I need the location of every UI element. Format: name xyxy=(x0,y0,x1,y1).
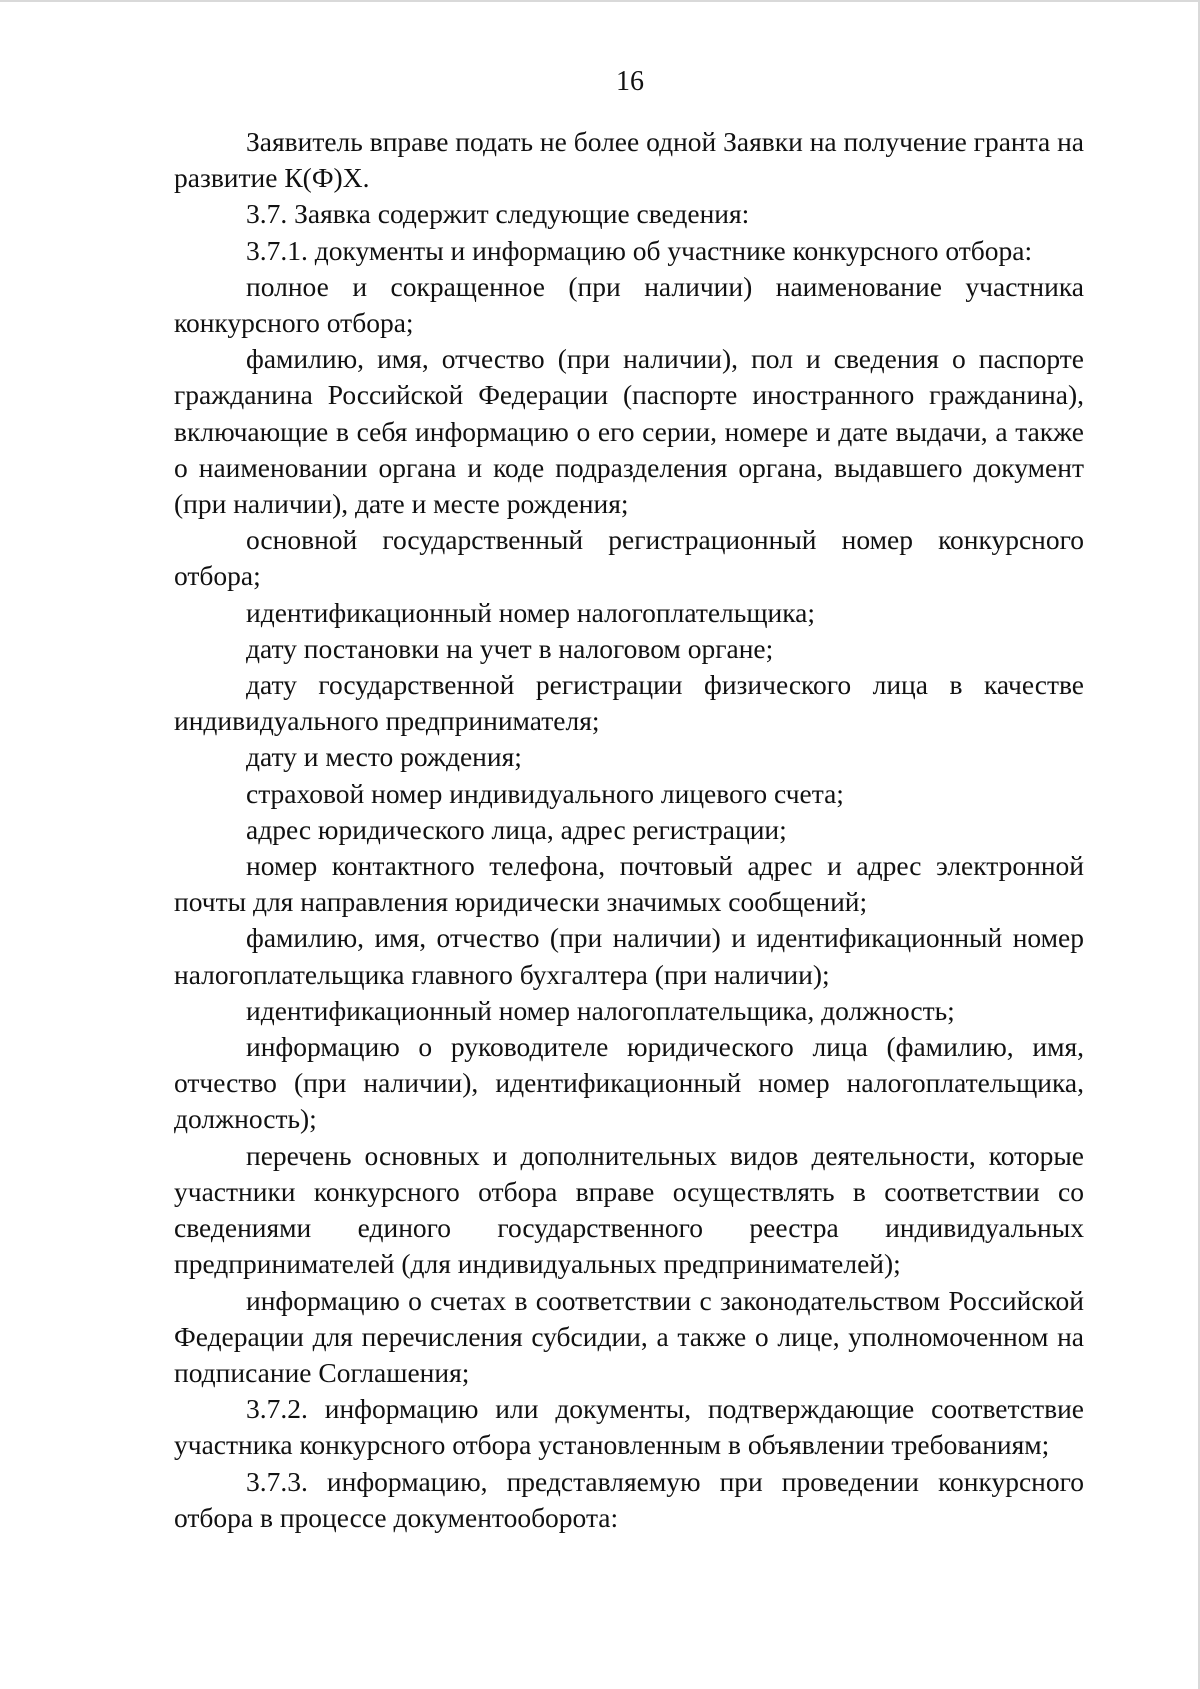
paragraph: 3.7.2. информацию или документы, подтверждающие соответствие участника конкурсного отбора установленным в объявлении требованиям; xyxy=(174,1393,1084,1461)
paragraph: страховой номер индивидуального лицевого счета; xyxy=(246,777,844,809)
page-number: 16 xyxy=(616,66,644,97)
paragraph: перечень основных и дополнительных видов деятельности, которые участники конкурсного отбора вправе осуществлять в соответствии со сведениями единого государственного реестра индивидуальных предпринимателей (для индивидуальных предпринимателей); xyxy=(174,1139,1084,1280)
paragraph: идентификационный номер налогоплательщика; xyxy=(246,596,816,628)
paragraph: Заявитель вправе подать не более одной Заявки на получение гранта на развитие К(Ф)Х. xyxy=(174,126,1084,194)
paragraph: 3.7. Заявка содержит следующие сведения: xyxy=(246,198,750,230)
paragraph: фамилию, имя, отчество (при наличии), пол и сведения о паспорте гражданина Российской Федерации (паспорте иностранного гражданина), включающие в себя информацию о его серии, номере и дате выдачи, а также о наименовании органа и коде подразделения органа, выдавшего документ (при наличии), дате и месте рождения; xyxy=(174,343,1084,520)
scan-edge-top xyxy=(0,0,1200,2)
paragraph: идентификационный номер налогоплательщика, должность; xyxy=(246,994,955,1026)
paragraph: 3.7.3. информацию, представляемую при проведении конкурсного отбора в процессе документооборота: xyxy=(174,1465,1084,1533)
paragraph: полное и сокращенное (при наличии) наименование участника конкурсного отбора; xyxy=(174,270,1084,339)
paragraph: 3.7.1. документы и информацию об участнике конкурсного отбора: xyxy=(246,234,1033,266)
paragraph: адрес юридического лица, адрес регистрации; xyxy=(246,813,787,845)
paragraph: информацию о счетах в соответствии с законодательством Российской Федерации для перечисления субсидии, а также о лице, уполномоченном на подписание Соглашения; xyxy=(174,1284,1084,1388)
document-body xyxy=(174,124,1084,1536)
paragraph: информацию о руководителе юридического лица (фамилию, имя, отчество (при наличии), идентификационный номер налогоплательщика, должность); xyxy=(174,1031,1084,1135)
paragraph: основной государственный регистрационный номер конкурсного отбора; xyxy=(174,524,1084,592)
paragraph: дату постановки на учет в налоговом органе; xyxy=(246,632,774,664)
paragraph: дату государственной регистрации физического лица в качестве индивидуального предпринимателя; xyxy=(174,669,1084,737)
paragraph: дату и место рождения; xyxy=(246,741,522,773)
paragraph: фамилию, имя, отчество (при наличии) и идентификационный номер налогоплательщика главного бухгалтера (при наличии); xyxy=(174,922,1084,990)
paragraph: номер контактного телефона, почтовый адрес и адрес электронной почты для направления юридически значимых сообщений; xyxy=(174,850,1084,918)
